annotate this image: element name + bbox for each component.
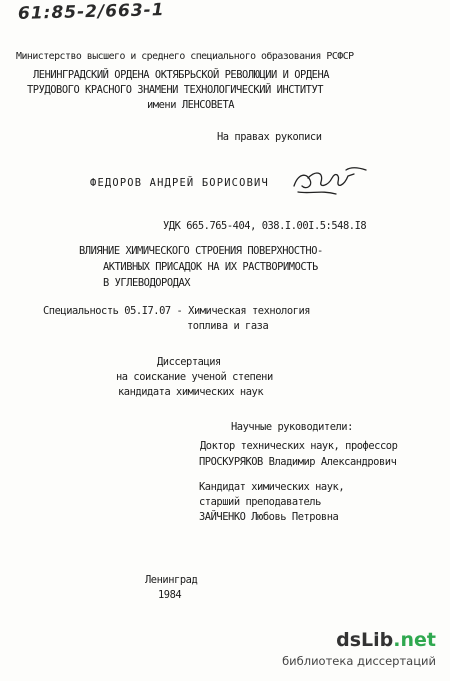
watermark-logo-suffix: .net	[393, 629, 436, 651]
supervisor-2-degree: Кандидат химических наук,	[199, 481, 345, 493]
watermark-logo-main: dsLib	[336, 629, 394, 651]
manuscript-rights: На правах рукописи	[217, 131, 322, 143]
dissertation-line-1: Диссертация	[157, 356, 221, 368]
dissertation-line-3: кандидата химических наук	[118, 386, 264, 398]
city: Ленинград	[145, 574, 198, 586]
title-line-1: ВЛИЯНИЕ ХИМИЧЕСКОГО СТРОЕНИЯ ПОВЕРХНОСТНО-	[79, 245, 323, 257]
specialty-line-1: Специальность 05.I7.07 - Химическая технология	[43, 305, 311, 317]
author-signature	[288, 164, 368, 200]
year: 1984	[158, 589, 182, 601]
supervisor-1-degree: Доктор технических наук, профессор	[200, 440, 398, 452]
title-line-3: В УГЛЕВОДОРОДАХ	[103, 277, 191, 289]
institute-line-2: ТРУДОВОГО КРАСНОГО ЗНАМЕНИ ТЕХНОЛОГИЧЕСКИЙ ИНСТИТУТ	[27, 84, 324, 96]
institute-line-1: ЛЕНИНГРАДСКИЙ ОРДЕНА ОКТЯБРЬСКОЙ РЕВОЛЮЦИИ И ОРДЕНА	[33, 69, 330, 81]
supervisors-heading: Научные руководители:	[231, 421, 353, 433]
dissertation-line-2: на соискание ученой степени	[116, 371, 273, 383]
title-line-2: АКТИВНЫХ ПРИСАДОК НА ИХ РАСТВОРИМОСТЬ	[103, 261, 318, 273]
archive-number: 61:85-2/663-1	[17, 0, 165, 24]
watermark-subtitle: библиотека диссертаций	[282, 654, 436, 668]
supervisor-1-name: ПРОСКУРЯКОВ Владимир Александрович	[199, 456, 397, 468]
watermark-logo[interactable]	[336, 629, 436, 651]
institute-line-3: имени ЛЕНСОВЕТА	[147, 99, 235, 111]
ministry-line: Министерство высшего и среднего специального образования РСФСР	[16, 51, 354, 62]
supervisor-2-position: старший преподаватель	[199, 496, 321, 508]
udk-code: УДК 665.765-404, 038.I.00I.5:548.I8	[163, 220, 367, 232]
author-name: ФЕДОРОВ АНДРЕЙ БОРИСОВИЧ	[90, 177, 269, 189]
specialty-line-2: топлива и газа	[187, 320, 269, 332]
supervisor-2-name: ЗАЙЧЕНКО Любовь Петровна	[199, 511, 339, 523]
